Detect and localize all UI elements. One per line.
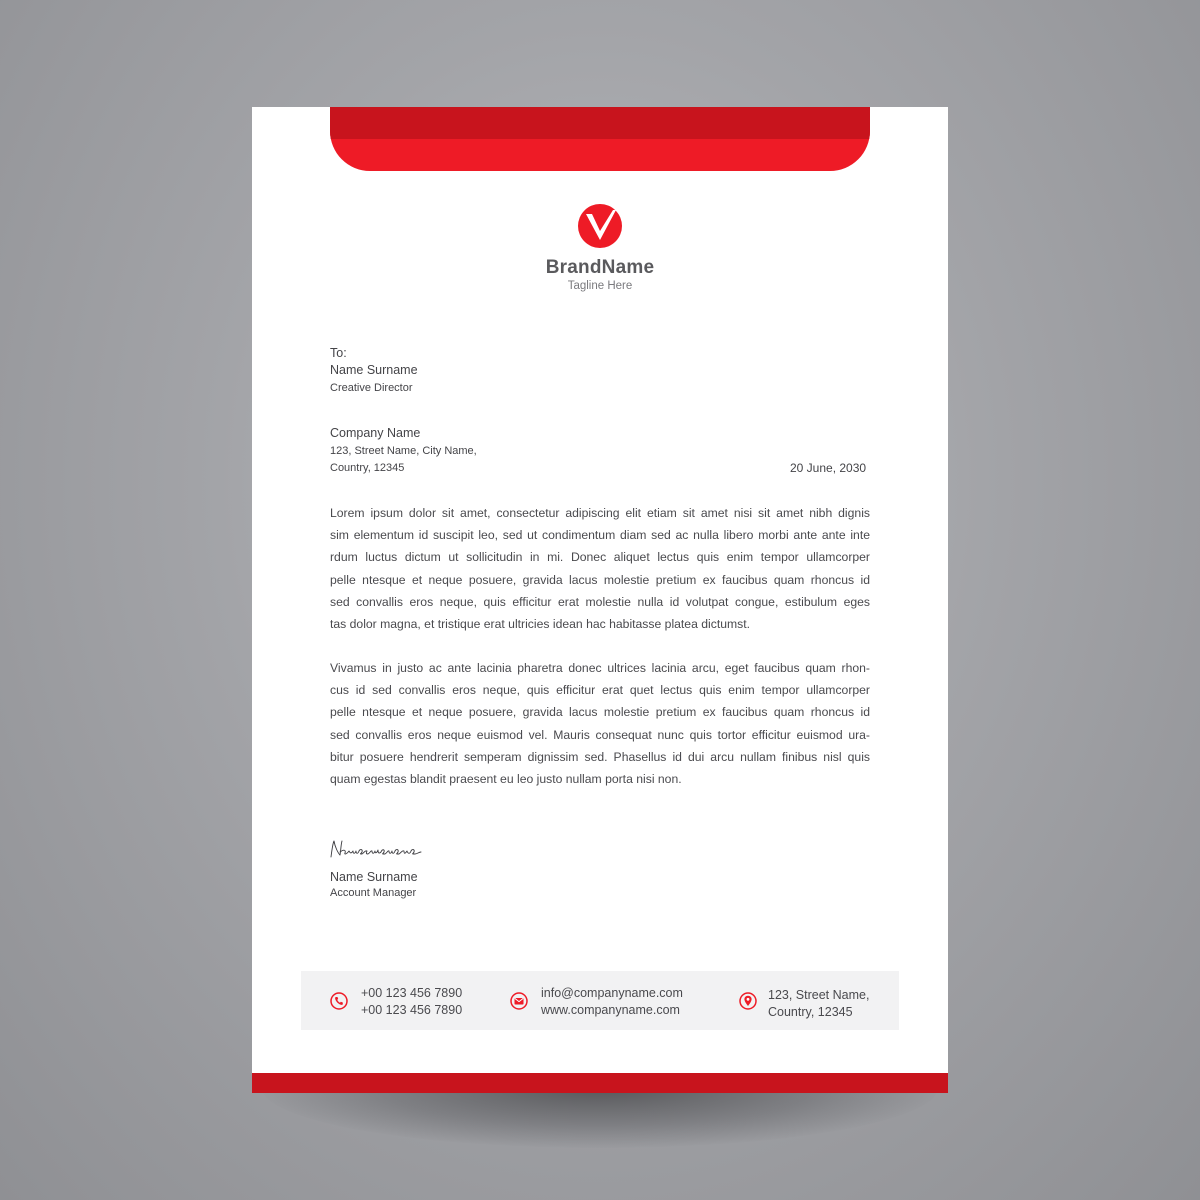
paragraph-line: pelle ntesque et neque posuere, gravida lacus molestie pretium ex faucibus quam rhoncus id — [330, 705, 870, 720]
signatory-name: Name Surname — [330, 870, 418, 884]
handwritten-signature — [328, 835, 428, 863]
location-pin-icon — [739, 992, 757, 1010]
letterhead-page — [252, 107, 948, 1093]
paragraph-line: Vivamus in justo ac ante lacinia pharetra donec ultrices lacinia arcu, eget faucibus quam rhon- — [330, 661, 870, 675]
footer-red-bar — [252, 1073, 948, 1093]
body-paragraph-1 — [330, 502, 870, 635]
body-paragraph-2 — [330, 657, 870, 790]
paragraph-line: rdum luctus dictum ut sollicitudin in mi. Donec aliquet lectus quis enim tempor ullamcorper — [330, 550, 870, 565]
footer-website: www.companyname.com — [541, 1003, 680, 1017]
recipient-label: To: — [330, 346, 347, 360]
header-red-tab-dark-band — [330, 107, 870, 139]
footer-address-1: 123, Street Name, — [768, 988, 870, 1002]
recipient-address-line1: 123, Street Name, City Name, — [330, 445, 477, 457]
brand-tagline: Tagline Here — [567, 280, 633, 292]
paragraph-line: quam egestas blandit praesent eu leo justo nullam porta nisi non. — [330, 772, 682, 787]
brand-logo-icon — [578, 204, 622, 248]
recipient-title: Creative Director — [330, 382, 413, 394]
recipient-company: Company Name — [330, 426, 421, 440]
footer-address-2: Country, 12345 — [768, 1005, 853, 1019]
paragraph-line: sed convallis eros neque euismod vel. Mauris consequat nunc quis tortor efficitur euismod ura- — [330, 727, 870, 742]
paragraph-line: cus id sed convallis eros neque, quis efficitur erat quet lectus quis enim tempor ullamcorper — [330, 683, 870, 698]
paragraph-line: sim elementum id suscipit leo, sed ut condimentum diam sed ac nulla libero morbi ante ante inte — [330, 528, 870, 543]
paper-shadow — [262, 1088, 938, 1148]
paragraph-line: sed convallis eros neque, quis efficitur erat molestie nulla id volutpat congue, estibulum eges — [330, 594, 870, 609]
letter-date: 20 June, 2030 — [790, 461, 867, 475]
paragraph-line: pelle ntesque et neque posuere, gravida lacus molestie pretium ex faucibus quam rhoncus id — [330, 572, 870, 587]
phone-icon — [330, 992, 348, 1010]
footer-email: info@companyname.com — [541, 986, 683, 1000]
contact-footer — [301, 971, 899, 1030]
paragraph-line: tas dolor magna, et tristique erat ultricies idean hac habitasse platea dictumst. — [330, 617, 751, 632]
paragraph-line: Lorem ipsum dolor sit amet, consectetur adipiscing elit etiam sit amet nisi sit amet nibh dignis — [330, 506, 870, 520]
recipient-name: Name Surname — [330, 363, 418, 377]
signatory-title: Account Manager — [330, 887, 417, 899]
footer-phone-1: +00 123 456 7890 — [361, 986, 463, 1000]
header-red-tab — [330, 107, 870, 171]
email-icon — [510, 992, 528, 1010]
paragraph-line: bitur posuere hendrerit semperam dignissim sed. Phasellus id dui arcu nullam finibus nisl quis — [330, 749, 870, 764]
brand-name: BrandName — [545, 257, 655, 278]
recipient-address-line2: Country, 12345 — [330, 462, 405, 474]
footer-phone-2: +00 123 456 7890 — [361, 1003, 463, 1017]
